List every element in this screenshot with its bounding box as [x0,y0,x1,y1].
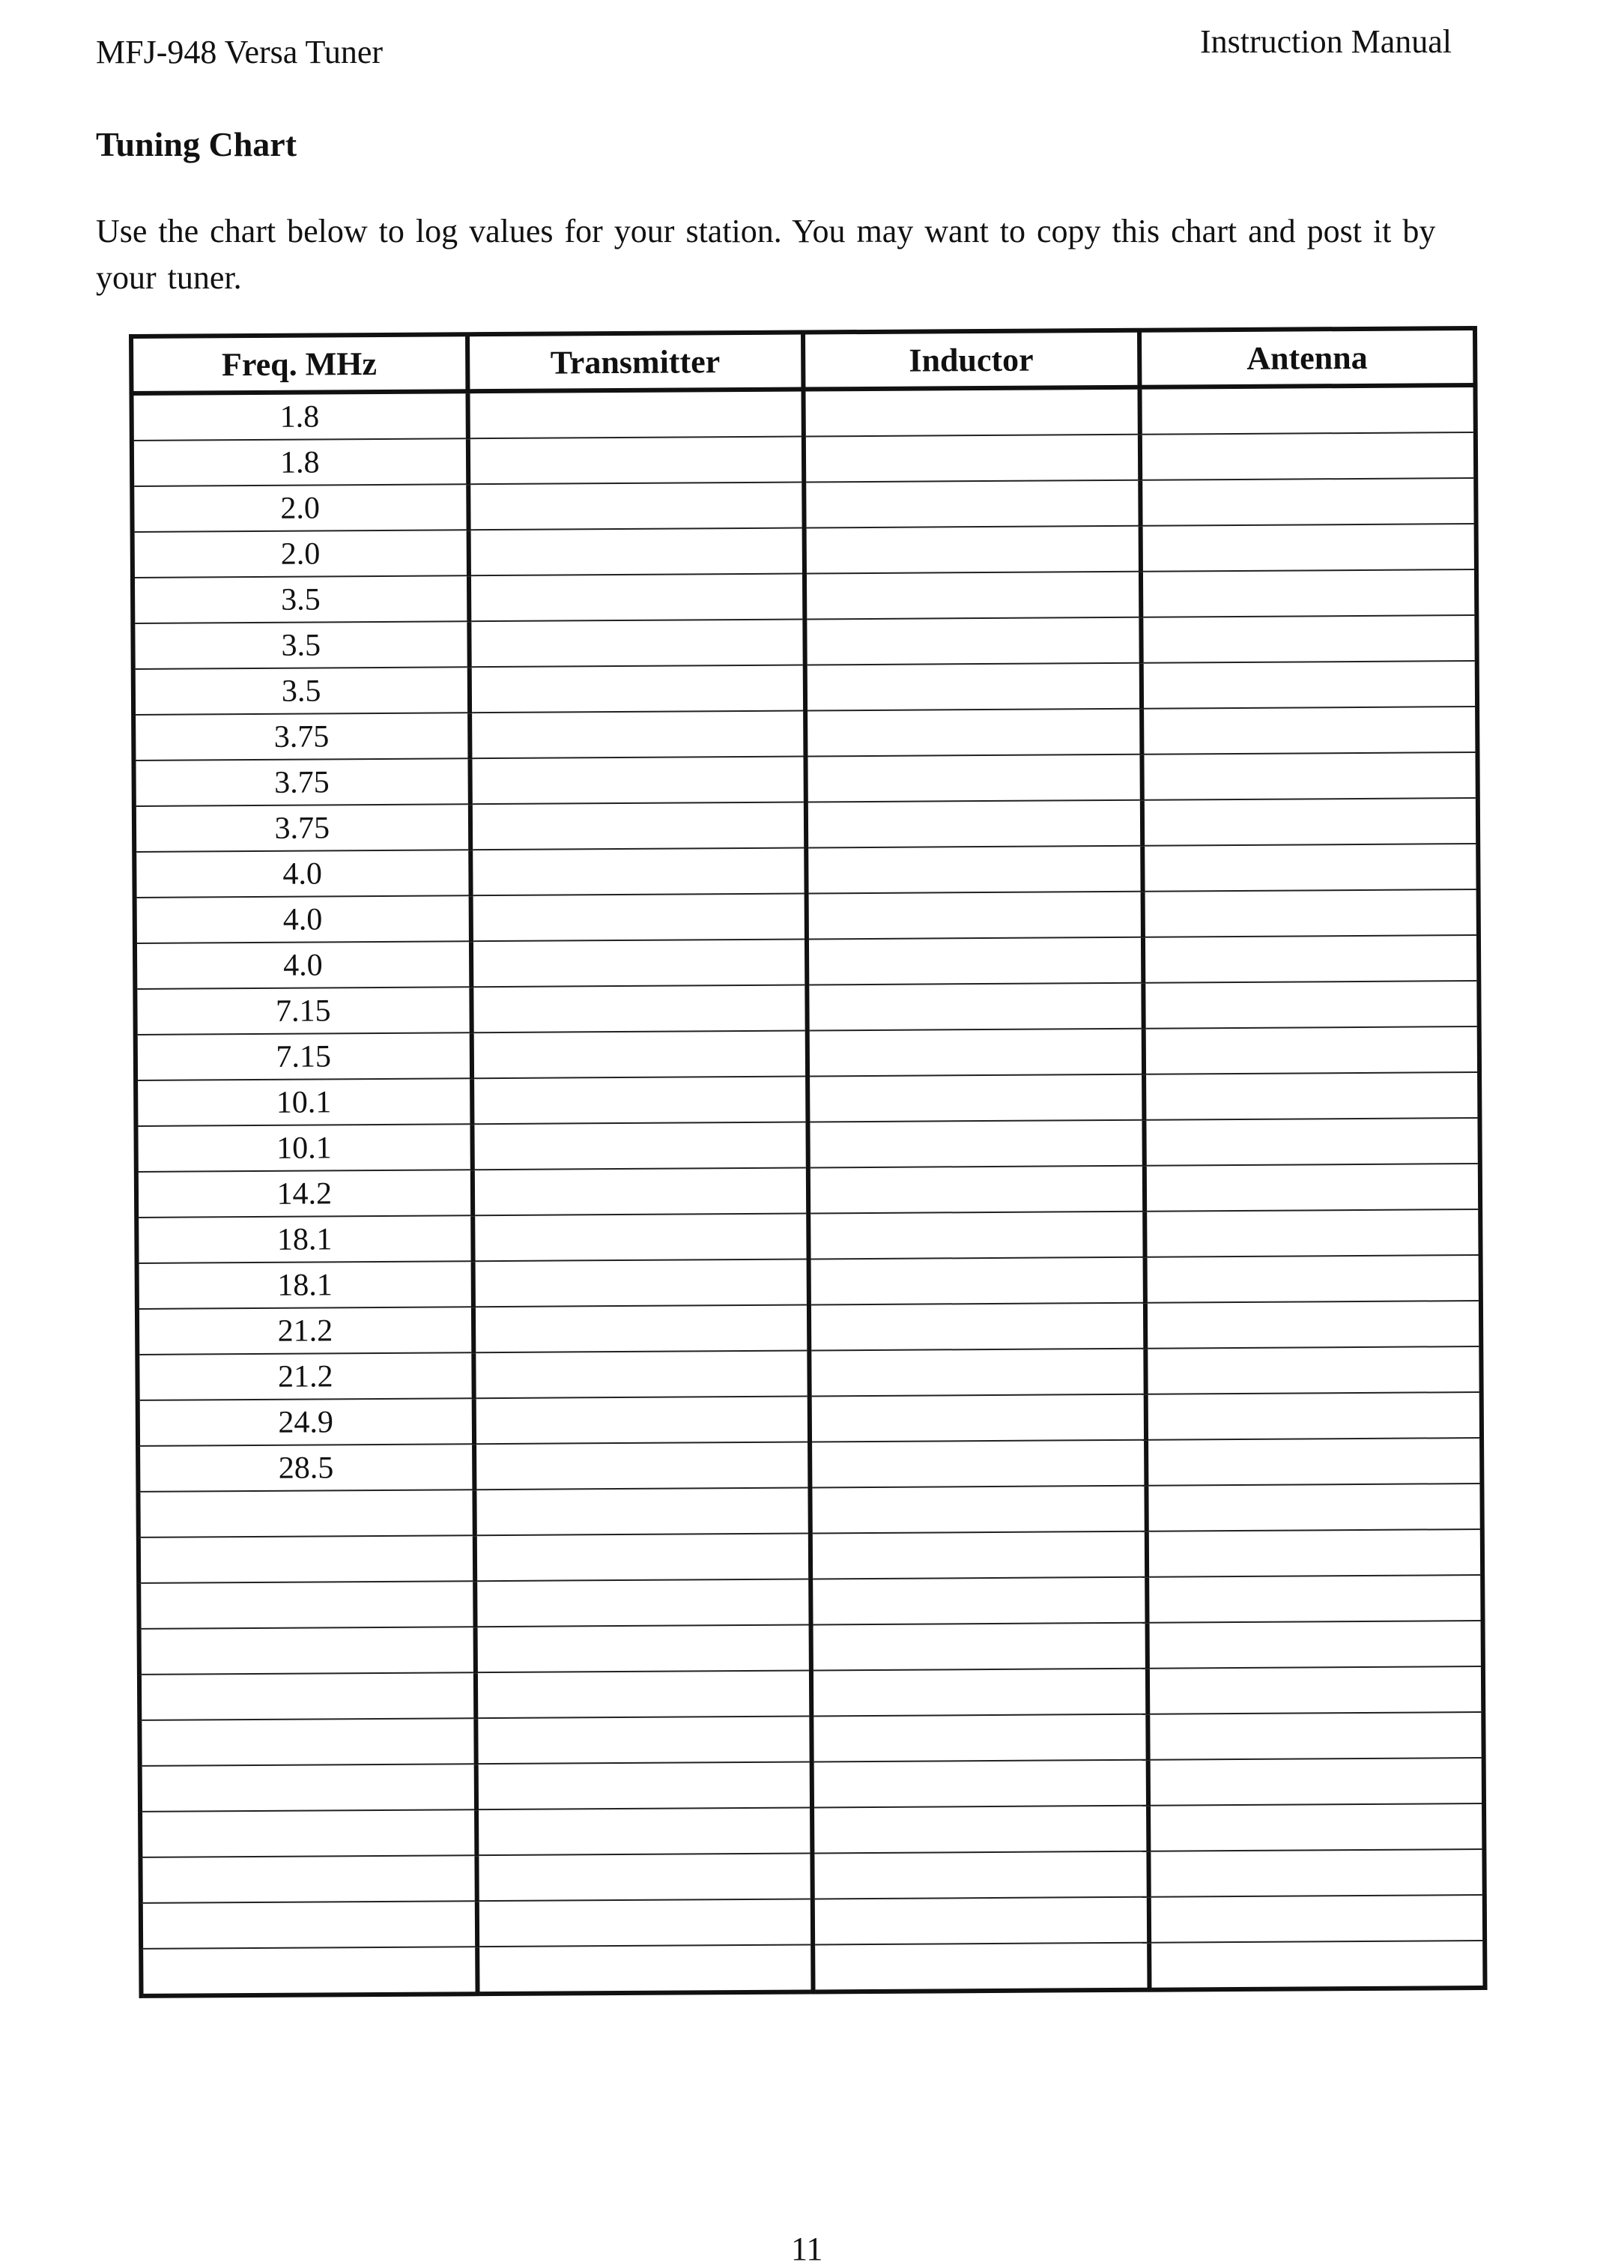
column-header-inductor: Inductor [803,330,1139,390]
cell-inductor [805,572,1141,620]
cell-transmitter [473,1259,809,1307]
cell-inductor [803,387,1139,437]
document-header-title: MFJ-948 Versa Tuner [96,34,384,70]
cell-inductor [808,1074,1144,1122]
table-row [136,1026,1479,1080]
cell-transmitter [468,573,805,621]
table-row [133,661,1477,715]
cell-transmitter [470,893,807,941]
cell-freq: 18.1 [136,1215,473,1263]
cell-inductor [811,1669,1148,1717]
cell-antenna [1145,1209,1481,1257]
table-row [135,981,1479,1035]
cell-antenna [1149,1941,1485,1990]
cell-freq: 4.0 [135,941,471,989]
cell-transmitter [470,847,807,895]
cell-freq: 4.0 [135,895,471,943]
cell-freq: 3.75 [133,758,470,806]
cell-transmitter [477,1944,813,1994]
table-row [133,752,1477,806]
cell-freq [139,1627,476,1675]
cell-inductor [807,937,1143,985]
cell-inductor [813,1897,1149,1945]
cell-antenna [1146,1529,1482,1577]
table-row [132,478,1476,532]
cell-inductor [805,617,1141,665]
cell-transmitter [468,482,805,530]
cell-freq: 28.5 [138,1444,474,1492]
cell-freq [139,1535,475,1583]
cell-transmitter [473,1213,809,1261]
cell-freq [140,1855,476,1903]
cell-inductor [811,1531,1147,1579]
cell-transmitter [467,436,804,484]
intro-paragraph: Use the chart below to log values for your station. You may want to copy this chart and post it by your tuner. [96,213,1436,296]
table-row [138,1392,1482,1446]
cell-transmitter [470,710,806,758]
cell-transmitter [471,1030,808,1078]
cell-antenna [1142,798,1478,846]
column-header-transmitter: Transmitter [467,333,804,392]
cell-antenna [1147,1666,1483,1714]
table-row [133,569,1476,623]
table-row [141,1895,1485,1949]
cell-freq: 2.0 [133,530,469,578]
table-row [135,935,1479,989]
cell-inductor [809,1257,1145,1305]
cell-transmitter [468,527,805,575]
table-row [138,1438,1482,1492]
table-row [131,385,1475,441]
cell-transmitter [474,1533,811,1581]
cell-inductor [812,1806,1148,1854]
cell-inductor [810,1440,1146,1488]
document-header-manual: Instruction Manual [1199,23,1452,60]
cell-freq: 3.75 [133,713,470,760]
cell-inductor [809,1303,1145,1351]
cell-antenna [1142,707,1478,755]
cell-transmitter [473,1304,809,1352]
cell-freq: 7.15 [135,987,471,1035]
cell-freq: 3.5 [133,667,470,715]
cell-inductor [808,1120,1144,1168]
cell-antenna [1145,1392,1482,1440]
cell-inductor [811,1623,1148,1671]
cell-inductor [810,1394,1146,1442]
cell-antenna [1142,935,1479,983]
cell-transmitter [472,1167,808,1215]
cell-inductor [807,983,1143,1031]
cell-antenna [1148,1803,1485,1851]
cell-transmitter [476,1762,812,1809]
cell-transmitter [475,1670,811,1718]
cell-transmitter [469,619,805,667]
cell-freq: 1.8 [132,438,468,486]
table-row [133,615,1476,669]
table-row [136,1209,1480,1263]
cell-antenna [1146,1438,1482,1486]
table-row [136,1164,1480,1218]
cell-transmitter [469,665,805,713]
table-row [141,1941,1485,1996]
cell-inductor [812,1760,1148,1808]
cell-freq: 14.2 [136,1170,473,1218]
table-header-row [131,328,1475,393]
cell-freq: 1.8 [131,391,467,441]
tuning-chart [129,326,1488,1998]
cell-antenna [1145,1301,1481,1349]
cell-inductor [804,435,1140,483]
table-body [131,385,1485,1996]
cell-freq [139,1718,476,1766]
table-row [134,798,1478,852]
table-row [132,432,1476,486]
cell-antenna [1144,1072,1480,1120]
cell-freq [140,1809,476,1857]
cell-inductor [804,480,1140,528]
cell-inductor [805,526,1141,574]
table-row [133,524,1476,578]
cell-freq [140,1764,476,1812]
cell-antenna [1139,432,1476,480]
cell-freq [139,1672,476,1720]
table-row [140,1849,1484,1903]
cell-inductor [811,1577,1147,1625]
cell-freq: 24.9 [138,1398,474,1446]
cell-freq: 3.5 [133,575,469,623]
cell-inductor [810,1486,1146,1534]
cell-inductor [807,892,1143,940]
cell-inductor [813,1943,1149,1992]
cell-freq [141,1901,477,1949]
column-header-antenna: Antenna [1139,328,1475,387]
cell-antenna [1147,1575,1483,1623]
section-title: Tuning Chart [96,125,297,163]
cell-transmitter [472,1122,808,1170]
table-row [139,1575,1482,1629]
cell-antenna [1148,1895,1485,1943]
table-row [139,1621,1483,1675]
cell-transmitter [475,1624,811,1672]
table-row [137,1301,1481,1355]
table-row [137,1346,1481,1400]
cell-freq: 3.75 [134,804,470,852]
table-row [134,844,1478,898]
table-row [136,1118,1479,1172]
cell-antenna [1141,615,1477,663]
cell-inductor [808,1029,1144,1077]
table-row [135,889,1479,943]
cell-inductor [806,846,1142,894]
cell-freq: 3.5 [133,621,469,669]
cell-transmitter [470,756,806,804]
cell-transmitter [467,390,804,439]
table-row [139,1712,1483,1766]
table-row [137,1255,1481,1309]
table-row [136,1072,1479,1126]
cell-freq: 4.0 [134,850,470,898]
cell-transmitter [471,985,808,1032]
cell-inductor [809,1349,1145,1397]
cell-transmitter [476,1716,812,1764]
cell-freq [138,1490,474,1537]
cell-antenna [1140,524,1476,572]
cell-freq: 10.1 [136,1078,472,1126]
cell-antenna [1148,1712,1484,1760]
table-row [138,1484,1482,1537]
table-row [140,1803,1484,1857]
cell-antenna [1148,1758,1484,1806]
cell-transmitter [474,1442,811,1490]
cell-inductor [812,1851,1148,1899]
cell-transmitter [476,1853,813,1901]
cell-antenna [1145,1255,1481,1303]
cell-antenna [1146,1484,1482,1531]
table-row [133,707,1477,760]
cell-freq [141,1947,477,1996]
cell-transmitter [474,1487,811,1535]
cell-freq: 7.15 [136,1032,472,1080]
cell-antenna [1148,1849,1485,1897]
cell-freq: 2.0 [132,484,468,532]
cell-inductor [805,755,1142,802]
cell-inductor [805,709,1142,757]
cell-inductor [808,1212,1145,1260]
cell-freq: 18.1 [137,1261,473,1309]
cell-antenna [1142,844,1479,892]
cell-inductor [811,1714,1148,1762]
cell-freq: 21.2 [137,1352,473,1400]
cell-antenna [1141,661,1477,709]
cell-transmitter [470,802,806,850]
cell-transmitter [473,1350,810,1398]
cell-antenna [1142,889,1479,937]
cell-transmitter [470,939,807,987]
cell-antenna [1147,1621,1483,1669]
cell-inductor [806,800,1142,848]
tuning-table [129,326,1488,1998]
column-header-freq: Freq. MHz [131,334,467,393]
cell-freq [139,1581,475,1629]
table-row [139,1666,1483,1720]
cell-antenna [1139,385,1476,435]
cell-freq: 10.1 [136,1124,472,1172]
cell-inductor [805,663,1142,711]
table-row [139,1529,1482,1583]
cell-transmitter [473,1396,810,1444]
cell-antenna [1142,752,1478,800]
cell-freq: 21.2 [137,1307,473,1355]
cell-antenna [1144,1164,1480,1212]
cell-antenna [1144,1118,1480,1166]
cell-antenna [1140,478,1476,526]
cell-transmitter [472,1076,808,1124]
cell-transmitter [475,1579,811,1627]
cell-transmitter [476,1899,813,1947]
table-row [140,1758,1484,1812]
cell-transmitter [476,1807,813,1855]
cell-antenna [1140,569,1476,617]
page-number: 11 [791,2231,823,2267]
cell-antenna [1143,981,1479,1029]
cell-antenna [1143,1026,1479,1074]
cell-antenna [1145,1346,1482,1394]
cell-inductor [808,1166,1145,1214]
